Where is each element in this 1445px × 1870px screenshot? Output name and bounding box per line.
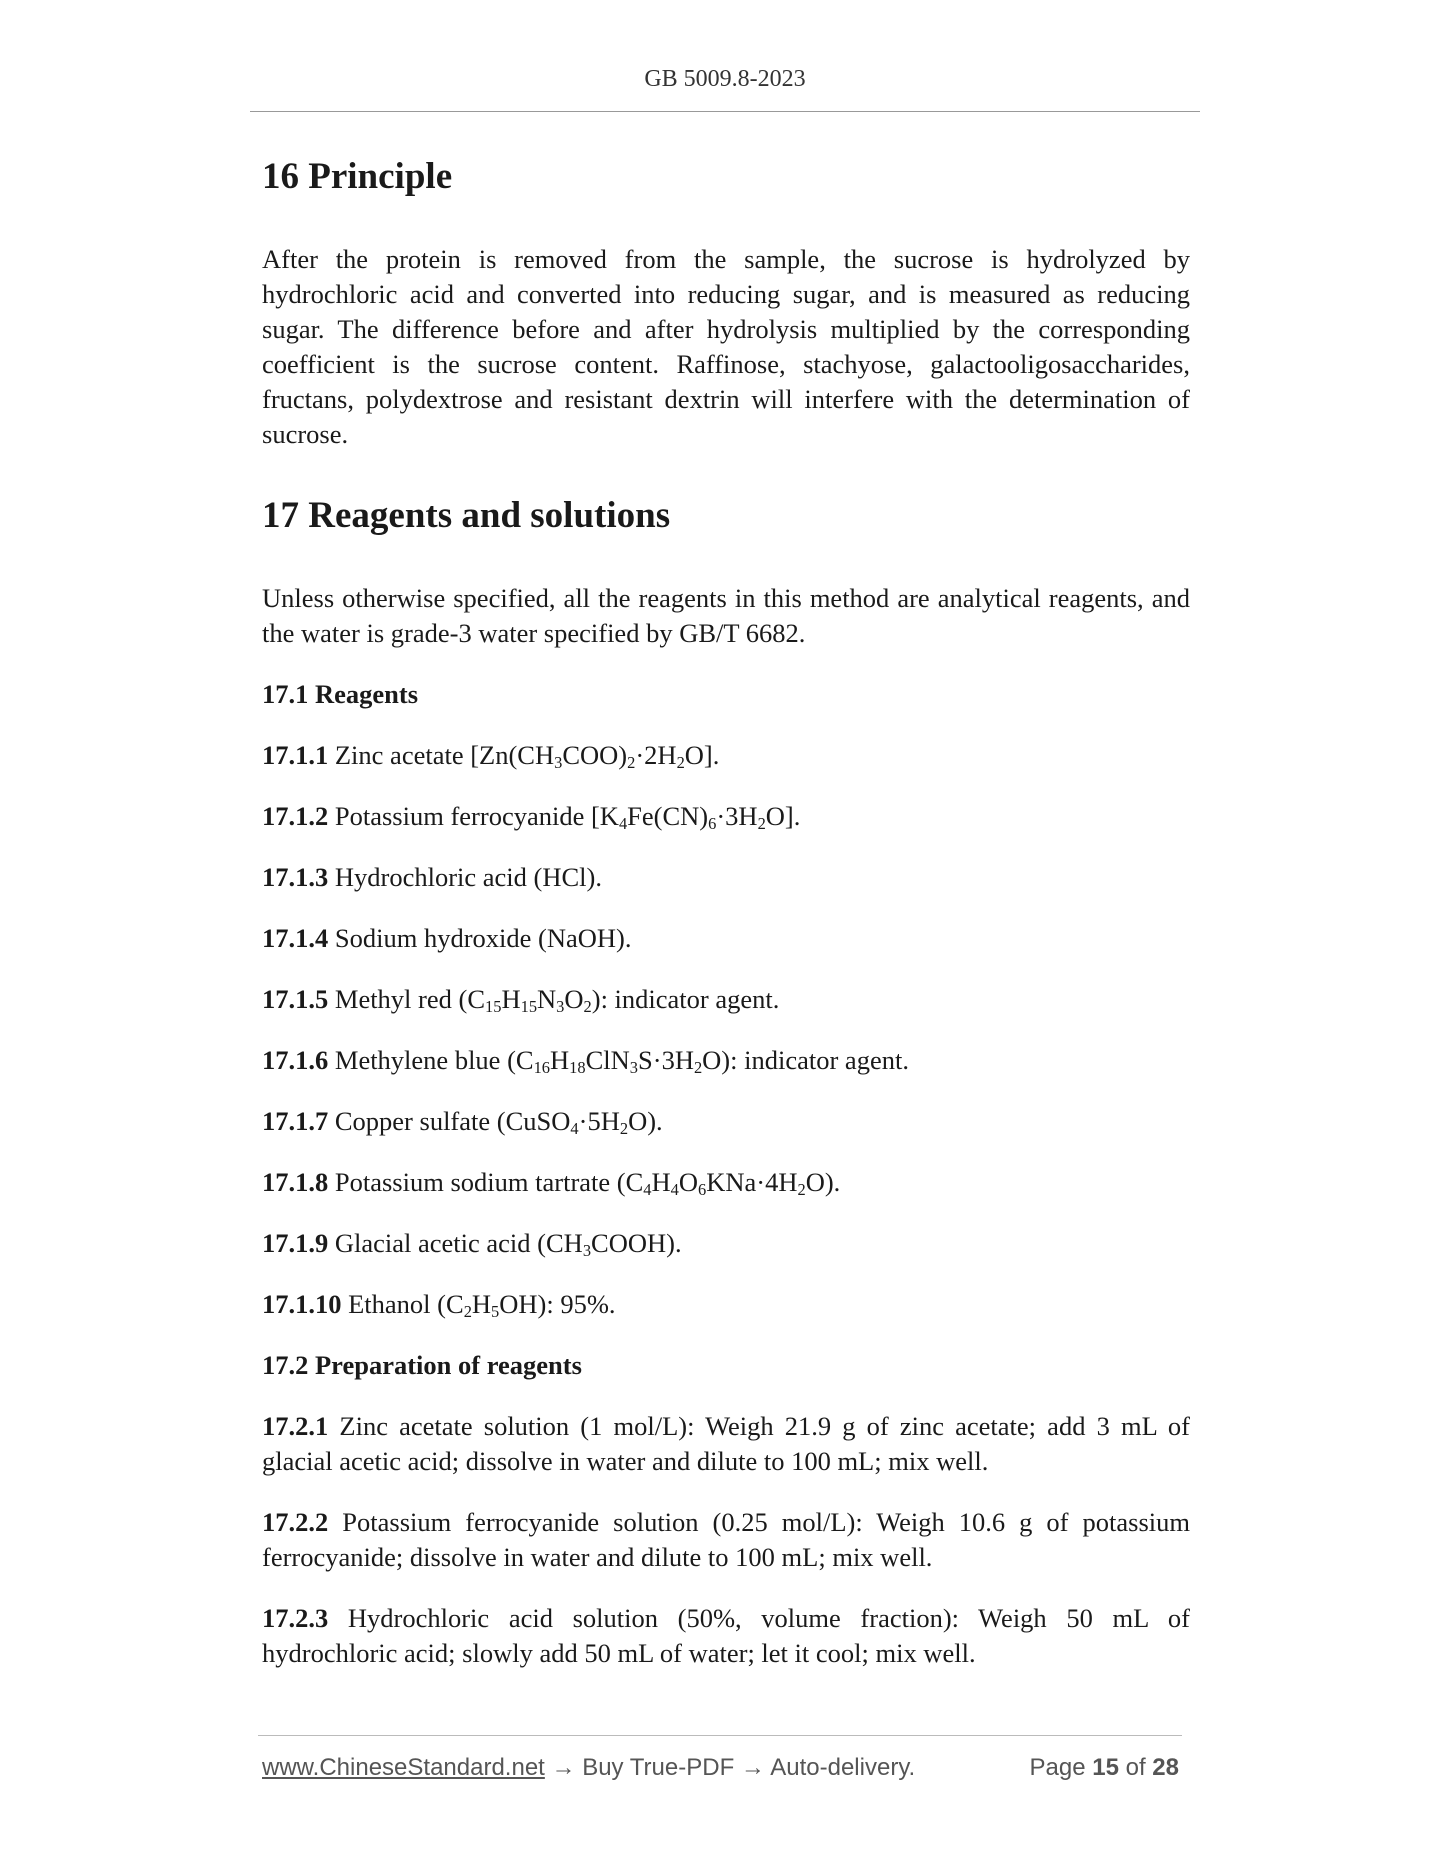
preparation-item [262,1409,1190,1479]
buy-pdf-text: Buy True-PDF [582,1754,735,1781]
reagent-text: Potassium sodium tartrate $(C_4H_4O_6KNa\cdot 4H_2O)$. [334,1167,841,1200]
reagent-item [262,799,1190,834]
reagent-text: Ethanol $(C_2H_5OH)$: 95%. [348,1289,616,1322]
preparation-text: Hydrochloric acid solution (50%, volume fraction): Weigh 50 mL of hydrochloric acid; slowly add 50 mL of water; let it cool; mix well. [262,1603,1190,1668]
page-number: 15 [1092,1754,1119,1781]
preparation-number: 17.2.1 [262,1411,329,1441]
page-body [262,155,1190,1671]
reagent-item [262,860,1190,895]
reagent-item [262,738,1190,773]
reagent-item [262,1104,1190,1139]
of-label: of [1125,1754,1146,1781]
reagent-number: 17.1.2 [262,801,329,831]
preparation-text: Potassium ferrocyanide solution (0.25 mol/L): Weigh 10.6 g of potassium ferrocyanide; dissolve in water and dilute to 100 mL; mix well. [262,1507,1190,1572]
preparation-item [262,1601,1190,1671]
reagent-text: Zinc acetate $[Zn(CH_3COO)_2\cdot 2H_2O]$. [334,740,720,773]
preparation-subheading: 17.2 Preparation of reagents [262,1350,582,1380]
arrow-icon: → [551,1754,576,1781]
reagent-number: 17.1.8 [262,1167,329,1197]
reagent-item [262,1165,1190,1200]
reagent-number: 17.1.5 [262,984,329,1014]
reagent-item [262,1287,1190,1322]
reagent-number: 17.1.4 [262,923,329,953]
reagent-text: Hydrochloric acid (HCl). [334,862,602,892]
reagents-subheading: 17.1 Reagents [262,679,419,709]
site-link[interactable]: www.ChineseStandard.net [262,1754,545,1781]
page-indicator [1030,1754,1180,1782]
reagent-number: 17.1.10 [262,1289,342,1319]
footer-rule [258,1735,1182,1736]
section-16-paragraph: After the protein is removed from the sample, the sucrose is hydrolyzed by hydrochloric acid and converted into reducing sugar, and is measured as reducing sugar. The difference before and after hydrolysis multiplied by the corresponding coefficient is the sucrose content. Raffinose, stachyose, galactooligosaccharides, fructans, polydextrose and resistant dextrin will interfere with the determination of sucrose. [262,244,1190,449]
reagent-item [262,921,1190,956]
page-footer [262,1754,1182,1784]
section-17-heading: 17 Reagents and solutions [262,495,671,536]
running-header: GB 5009.8-2023 [644,66,806,92]
reagent-text: Methyl red $(C_{15}H_{15}N_3O_2)$: indicator agent. [334,984,780,1017]
reagent-number: 17.1.1 [262,740,329,770]
reagent-item [262,982,1190,1017]
reagent-text: Potassium ferrocyanide $[K_4Fe(CN)_6\cdot 3H_2O]$. [334,801,801,834]
reagent-text: Glacial acetic acid $(CH_3COOH)$. [334,1228,682,1261]
reagent-number: 17.1.9 [262,1228,329,1258]
reagent-text: Methylene blue $(C_{16}H_{18}ClN_3S\cdot 3H_2O)$: indicator agent. [334,1045,909,1078]
reagent-item [262,1226,1190,1261]
page-label: Page [1029,1754,1086,1781]
reagent-text: Copper sulfate $(CuSO_4\cdot 5H_2O)$. [334,1106,663,1139]
delivery-text: Auto-delivery. [770,1754,916,1781]
reagent-text: Sodium hydroxide (NaOH). [334,923,632,953]
reagent-number: 17.1.6 [262,1045,329,1075]
reagent-item [262,1043,1190,1078]
preparation-text: Zinc acetate solution (1 mol/L): Weigh 21.9 g of zinc acetate; add 3 mL of glacial acetic acid; dissolve in water and dilute to 100 mL; mix well. [262,1411,1190,1476]
section-16-heading: 16 Principle [262,156,453,197]
arrow-icon: → [740,1754,765,1781]
preparation-number: 17.2.2 [262,1507,329,1537]
preparation-item [262,1505,1190,1575]
preparation-number: 17.2.3 [262,1603,329,1633]
footer-promo [262,1754,915,1782]
header-rule [250,111,1200,112]
reagent-number: 17.1.3 [262,862,329,892]
section-17-intro: Unless otherwise specified, all the reagents in this method are analytical reagents, and the water is grade-3 water specified by GB/T 6682. [262,583,1190,648]
total-pages: 28 [1152,1754,1179,1781]
reagent-number: 17.1.7 [262,1106,329,1136]
